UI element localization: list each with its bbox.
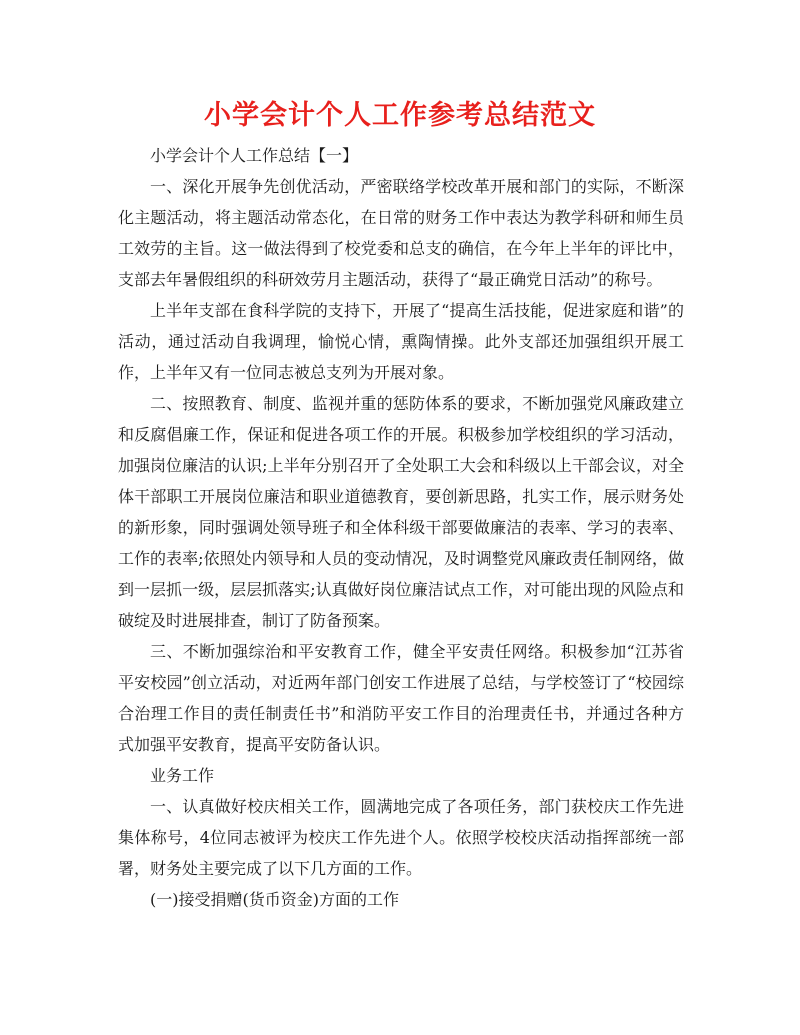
paragraph: 二、按照教育、制度、监视并重的惩防体系的要求，不断加强党风廉政建立和反腐倡廉工作，保证和促进各项工作的开展。积极参加学校组织的学习活动，加强岗位廉洁的认识;上半年分别召开了全处职工大会和科级以上干部会议，对全体干部职工开展岗位廉洁和职业道德教育，要创新思路，扎实工作，展示财务处的新形象，同时强调处领导班子和全体科级干部要做廉洁的表率、学习的表率、工作的表率;依照处内领导和人员的变动情况，及时调整党风廉政责任制网络，做到一层抓一级，层层抓落实;认真做好岗位廉洁试点工作，对可能出现的风险点和破绽及时进展排查，制订了防备预案。 — [118, 394, 684, 630]
paragraph: 三、不断加强综治和平安教育工作，健全平安责任网络。积极参加“江苏省平安校园”创立活动，对近两年部门创安工作进展了总结，与学校签订了“校园综合治理工作目的责任制责任书”和消防平安工作目的治理责任书，并通过各种方式加强平安教育，提高平安防备认识。 — [118, 642, 684, 754]
paragraph: 一、认真做好校庆相关工作，圆满地完成了各项任务，部门获校庆工作先进集体称号，4位同志被评为校庆工作先进个人。依照学校校庆活动指挥部统一部署，财务处主要完成了以下几方面的工作。 — [118, 797, 684, 878]
document-body — [118, 140, 684, 915]
paragraph: (一)接受捐赠(货币资金)方面的工作 — [150, 890, 399, 909]
paragraph: 一、深化开展争先创优活动，严密联络学校改革开展和部门的实际，不断深化主题活动，将主题活动常态化，在日常的财务工作中表达为教学科研和师生员工效劳的主旨。这一做法得到了校党委和总支的确信，在今年上半年的评比中，支部去年暑假组织的科研效劳月主题活动，获得了“最正确党日活动”的称号。 — [118, 177, 684, 289]
document-title: 小学会计个人工作参考总结范文 — [204, 100, 596, 131]
paragraph: 上半年支部在食科学院的支持下，开展了“提高生活技能，促进家庭和谐”的活动，通过活动自我调理，愉悦心情，熏陶情操。此外支部还加强组织开展工作，上半年又有一位同志被总支列为开展对象。 — [118, 301, 684, 382]
section-heading: 小学会计个人工作总结【一】 — [150, 146, 359, 165]
section-heading: 业务工作 — [150, 766, 215, 785]
